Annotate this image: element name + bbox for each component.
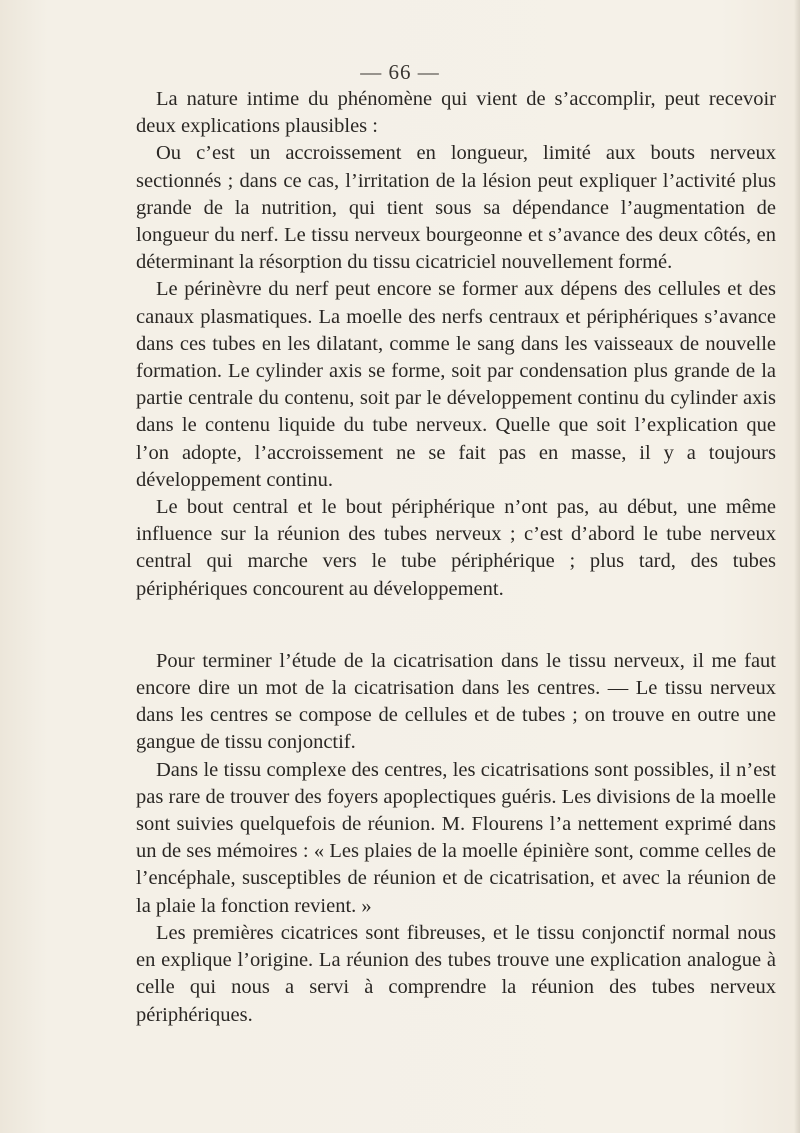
page-number: — 66 — bbox=[360, 60, 440, 84]
paragraph: Le bout central et le bout périphérique n’ont pas, au début, une même influence sur la réunion des tubes nerveux ; c’est d’abord le tube nerveux central qui marche vers le tube périphérique ; plus tard, des tubes périphériques concourent au développement. bbox=[136, 496, 776, 600]
paragraph: La nature intime du phénomène qui vient de s’accomplir, peut recevoir deux explications plausibles : bbox=[136, 88, 776, 138]
paragraph: Ou c’est un accroissement en longueur, limité aux bouts nerveux sectionnés ; dans ce cas, l’irritation de la lésion peut expliquer l’activité plus grande de la nutrition, qui tient sous sa dépendance l’augmentation de longueur du nerf. Le tissu nerveux bourgeonne et s’avance des deux côtés, en déterminant la résorption du tissu cicatriciel nouvellement formé. bbox=[136, 142, 776, 274]
paragraph: Dans le tissu complexe des centres, les cicatrisations sont possibles, il n’est pas rare de trouver des foyers apoplectiques guéris. Les divisions de la moelle sont suivies quelquefois de réunion. M. Flourens l’a nettement exprimé dans un de ses mémoires : « Les plaies de la moelle épinière sont, comme celles de l’encéphale, susceptibles de réunion et de cicatrisation, et avec la réunion de la plaie la fonction revient. » bbox=[136, 758, 776, 917]
paragraph: Le périnèvre du nerf peut encore se former aux dépens des cellules et des canaux plasmatiques. La moelle des nerfs centraux et périphériques s’avance dans ces tubes en les dilatant, comme le sang dans les vaisseaux de nouvelle formation. Le cylinder axis se forme, soit par condensation plus grande de la partie centrale du contenu, soit par le développement continu du cylinder axis dans le contenu liquide du tube nerveux. Quelle que soit l’explication que l’on adopte, l’accroissement ne se fait pas en masse, il y a toujours développement continu. bbox=[136, 278, 776, 491]
paragraph: Pour terminer l’étude de la cicatrisation dans le tissu nerveux, il me faut encore dire un mot de la cicatrisation dans les centres. — Le tissu nerveux dans les centres se compose de cellules et de tubes ; on trouve en outre une gangue de tissu conjonctif. bbox=[136, 649, 776, 754]
paragraph: Les premières cicatrices sont fibreuses, et le tissu conjonctif normal nous en explique l’origine. La réunion des tubes trouve une explication analogue à celle qui nous a servi à comprendre la réunion des tubes nerveux périphériques. bbox=[136, 921, 776, 1026]
section-gap bbox=[136, 603, 776, 648]
body-text bbox=[136, 86, 776, 1029]
page-edge-shadow bbox=[794, 0, 800, 1133]
